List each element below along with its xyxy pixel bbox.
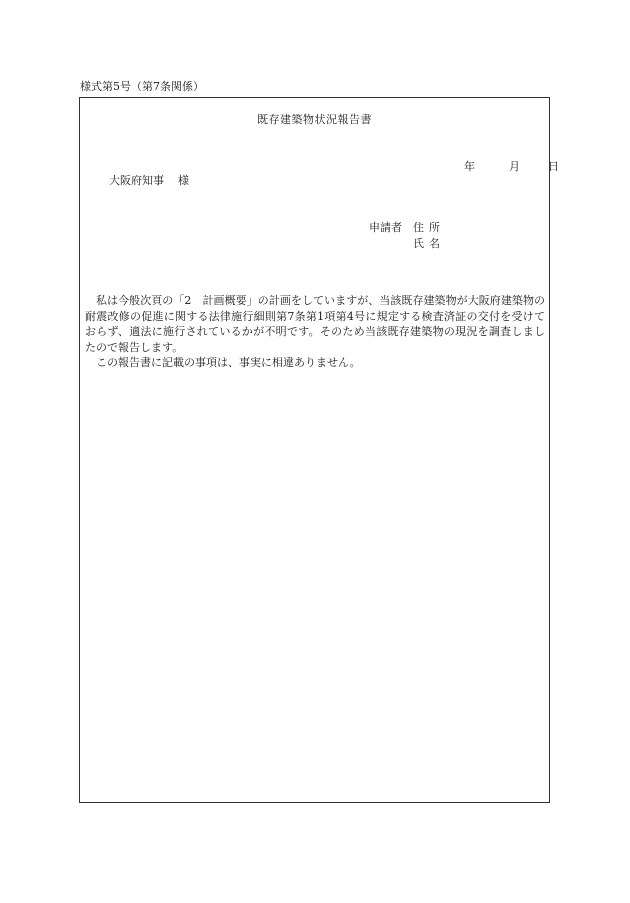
- date-line: [464, 160, 559, 174]
- date-year-label: 年: [464, 160, 475, 173]
- applicant-role: 申請者: [369, 221, 402, 234]
- address-label: 住所: [413, 221, 445, 234]
- form-number: 様式第5号（第7条関係）: [80, 80, 204, 93]
- applicant-address-row: [369, 220, 445, 236]
- date-day-label: 日: [548, 160, 559, 173]
- date-month-label: 月: [509, 160, 520, 173]
- applicant-name-row: [369, 236, 445, 252]
- applicant-role-spacer: [369, 236, 413, 252]
- body-paragraph-statement: 私は今般次頁の「2 計画概要」の計画をしていますが、当該既存建築物が大阪府建築物の耐震改修の促進に関する法律施行細則第7条第1項第4号に規定する検査済証の交付を受けておらず、適法に施行されているかが不明です。そのため当該既存建築物の現況を調査しましたので報告します。: [85, 294, 545, 354]
- report-body: [85, 293, 545, 371]
- name-label: 氏名: [413, 237, 445, 250]
- report-frame: [79, 97, 559, 803]
- addressee: [109, 174, 189, 188]
- body-paragraph-declaration: この報告書に記載の事項は、事実に相違ありません。: [96, 356, 361, 369]
- addressee-honorific: 様: [178, 174, 189, 187]
- document-title: 既存建築物状況報告書: [257, 113, 372, 126]
- applicant-block: [369, 220, 445, 252]
- addressee-name: 大阪府知事: [109, 174, 164, 187]
